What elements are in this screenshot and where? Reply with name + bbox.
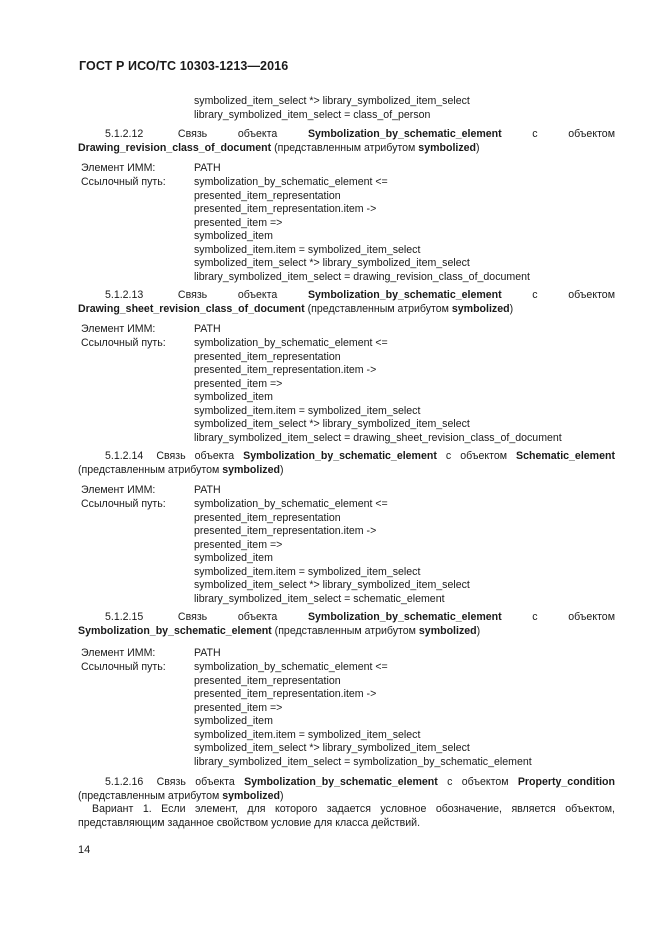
code-line: library_symbolized_item_select = symbolization_by_schematic_element [194, 755, 532, 768]
path-label: Ссылочный путь: [81, 498, 166, 510]
code-line: symbolized_item [194, 715, 273, 727]
code-line: symbolized_item_select *> library_symbolized_item_select [194, 95, 470, 107]
code-line: library_symbolized_item_select = drawing_sheet_revision_class_of_document [194, 431, 562, 444]
object-name: Symbolization_by_schematic_element [307, 611, 502, 623]
attribute-name: symbolized [222, 463, 280, 476]
section-heading-16: 5.1.2.16 Связь объекта Symbolization_by_schematic_element с объектом Property_condition (представленным атрибутом symbolized) [78, 776, 615, 802]
code-line: presented_item_representation [194, 189, 341, 202]
target-object-name: Symbolization_by_schematic_element [78, 624, 272, 637]
code-line: symbolized_item [194, 230, 273, 242]
code-line: library_symbolized_item_select = class_of_person [194, 109, 431, 121]
code-line: presented_item_representation.item -> [194, 364, 377, 376]
path-value: PATH [194, 484, 221, 496]
code-line: symbolized_item_select *> library_symbolized_item_select [194, 742, 470, 754]
section-number: 5.1.2.13 [105, 289, 144, 301]
imm-label: Элемент ИММ: [81, 647, 156, 659]
target-object-name: Drawing_sheet_revision_class_of_document [78, 302, 305, 315]
section-number: 5.1.2.15 [105, 611, 144, 623]
path-value: PATH [194, 647, 221, 659]
target-object-name: Property_condition [517, 776, 615, 788]
attribute-name: symbolized [451, 302, 510, 315]
path-label: Ссылочный путь: [81, 661, 166, 673]
section-heading-14: 5.1.2.14 Связь объекта Symbolization_by_schematic_element с объектом Schematic_element (представленным атрибутом symbolized) [78, 450, 615, 476]
path-label: Ссылочный путь: [81, 337, 166, 349]
code-line: presented_item_representation.item -> [194, 203, 377, 215]
code-line: symbolized_item.item = symbolized_item_select [194, 728, 421, 741]
code-line: library_symbolized_item_select = schematic_element [194, 592, 445, 605]
document-header: ГОСТ Р ИСО/ТС 10303-1213—2016 [79, 59, 289, 73]
code-line: symbolized_item [194, 391, 273, 403]
code-line: symbolized_item [194, 552, 273, 564]
page-number: 14 [78, 844, 91, 856]
variant-paragraph: Вариант 1. Если элемент, для которого задается условное обозначение, является объектом, представляющим заданное свойством условие для класса действий. [78, 803, 615, 829]
code-line: symbolized_item.item = symbolized_item_select [194, 243, 421, 256]
code-line: symbolization_by_schematic_element <= [194, 498, 388, 510]
section-heading-13: 5.1.2.13 Связь объекта Symbolization_by_schematic_element с объектом Drawing_sheet_revision_class_of_document (представленным атрибутом symbolized) [78, 289, 615, 315]
code-line: symbolization_by_schematic_element <= [194, 337, 388, 349]
code-line: presented_item_representation [194, 511, 341, 524]
code-line: symbolized_item.item = symbolized_item_select [194, 565, 421, 578]
section-number: 5.1.2.14 [105, 450, 144, 462]
code-line: presented_item => [194, 377, 283, 390]
section-number: 5.1.2.12 [105, 128, 144, 140]
code-line: presented_item_representation.item -> [194, 525, 377, 537]
object-name: Symbolization_by_schematic_element [244, 776, 438, 788]
code-line: presented_item => [194, 538, 283, 551]
code-line: presented_item => [194, 216, 283, 229]
object-name: Symbolization_by_schematic_element [243, 450, 437, 462]
code-line: symbolization_by_schematic_element <= [194, 661, 388, 673]
object-name: Symbolization_by_schematic_element [307, 289, 502, 301]
code-line: symbolized_item_select *> library_symbolized_item_select [194, 579, 470, 591]
section-heading-15: 5.1.2.15 Связь объекта Symbolization_by_schematic_element с объектом Symbolization_by_schematic_element (представленным атрибутом symbolized) [78, 611, 615, 637]
path-value: PATH [194, 162, 221, 174]
code-line: library_symbolized_item_select = drawing_revision_class_of_document [194, 270, 530, 283]
imm-label: Элемент ИММ: [81, 323, 156, 335]
section-heading-12: 5.1.2.12 Связь объекта Symbolization_by_schematic_element с объектом Drawing_revision_class_of_document (представленным атрибутом symbolized) [78, 128, 615, 154]
target-object-name: Schematic_element [516, 450, 615, 462]
code-line: presented_item => [194, 701, 283, 714]
path-label: Ссылочный путь: [81, 176, 166, 188]
code-line: symbolized_item_select *> library_symbolized_item_select [194, 418, 470, 430]
code-line: presented_item_representation [194, 350, 341, 363]
code-line: symbolized_item_select *> library_symbolized_item_select [194, 257, 470, 269]
object-name: Symbolization_by_schematic_element [307, 128, 502, 140]
code-line: symbolized_item.item = symbolized_item_select [194, 404, 421, 417]
code-line: symbolization_by_schematic_element <= [194, 176, 388, 188]
attribute-name: symbolized [222, 789, 280, 802]
attribute-name: symbolized [418, 624, 477, 637]
imm-label: Элемент ИММ: [81, 484, 156, 496]
path-value: PATH [194, 323, 221, 335]
code-line: presented_item_representation [194, 674, 341, 687]
section-number: 5.1.2.16 [105, 776, 144, 788]
attribute-name: symbolized [418, 141, 476, 154]
imm-label: Элемент ИММ: [81, 162, 156, 174]
code-line: presented_item_representation.item -> [194, 688, 377, 700]
target-object-name: Drawing_revision_class_of_document [78, 141, 272, 154]
